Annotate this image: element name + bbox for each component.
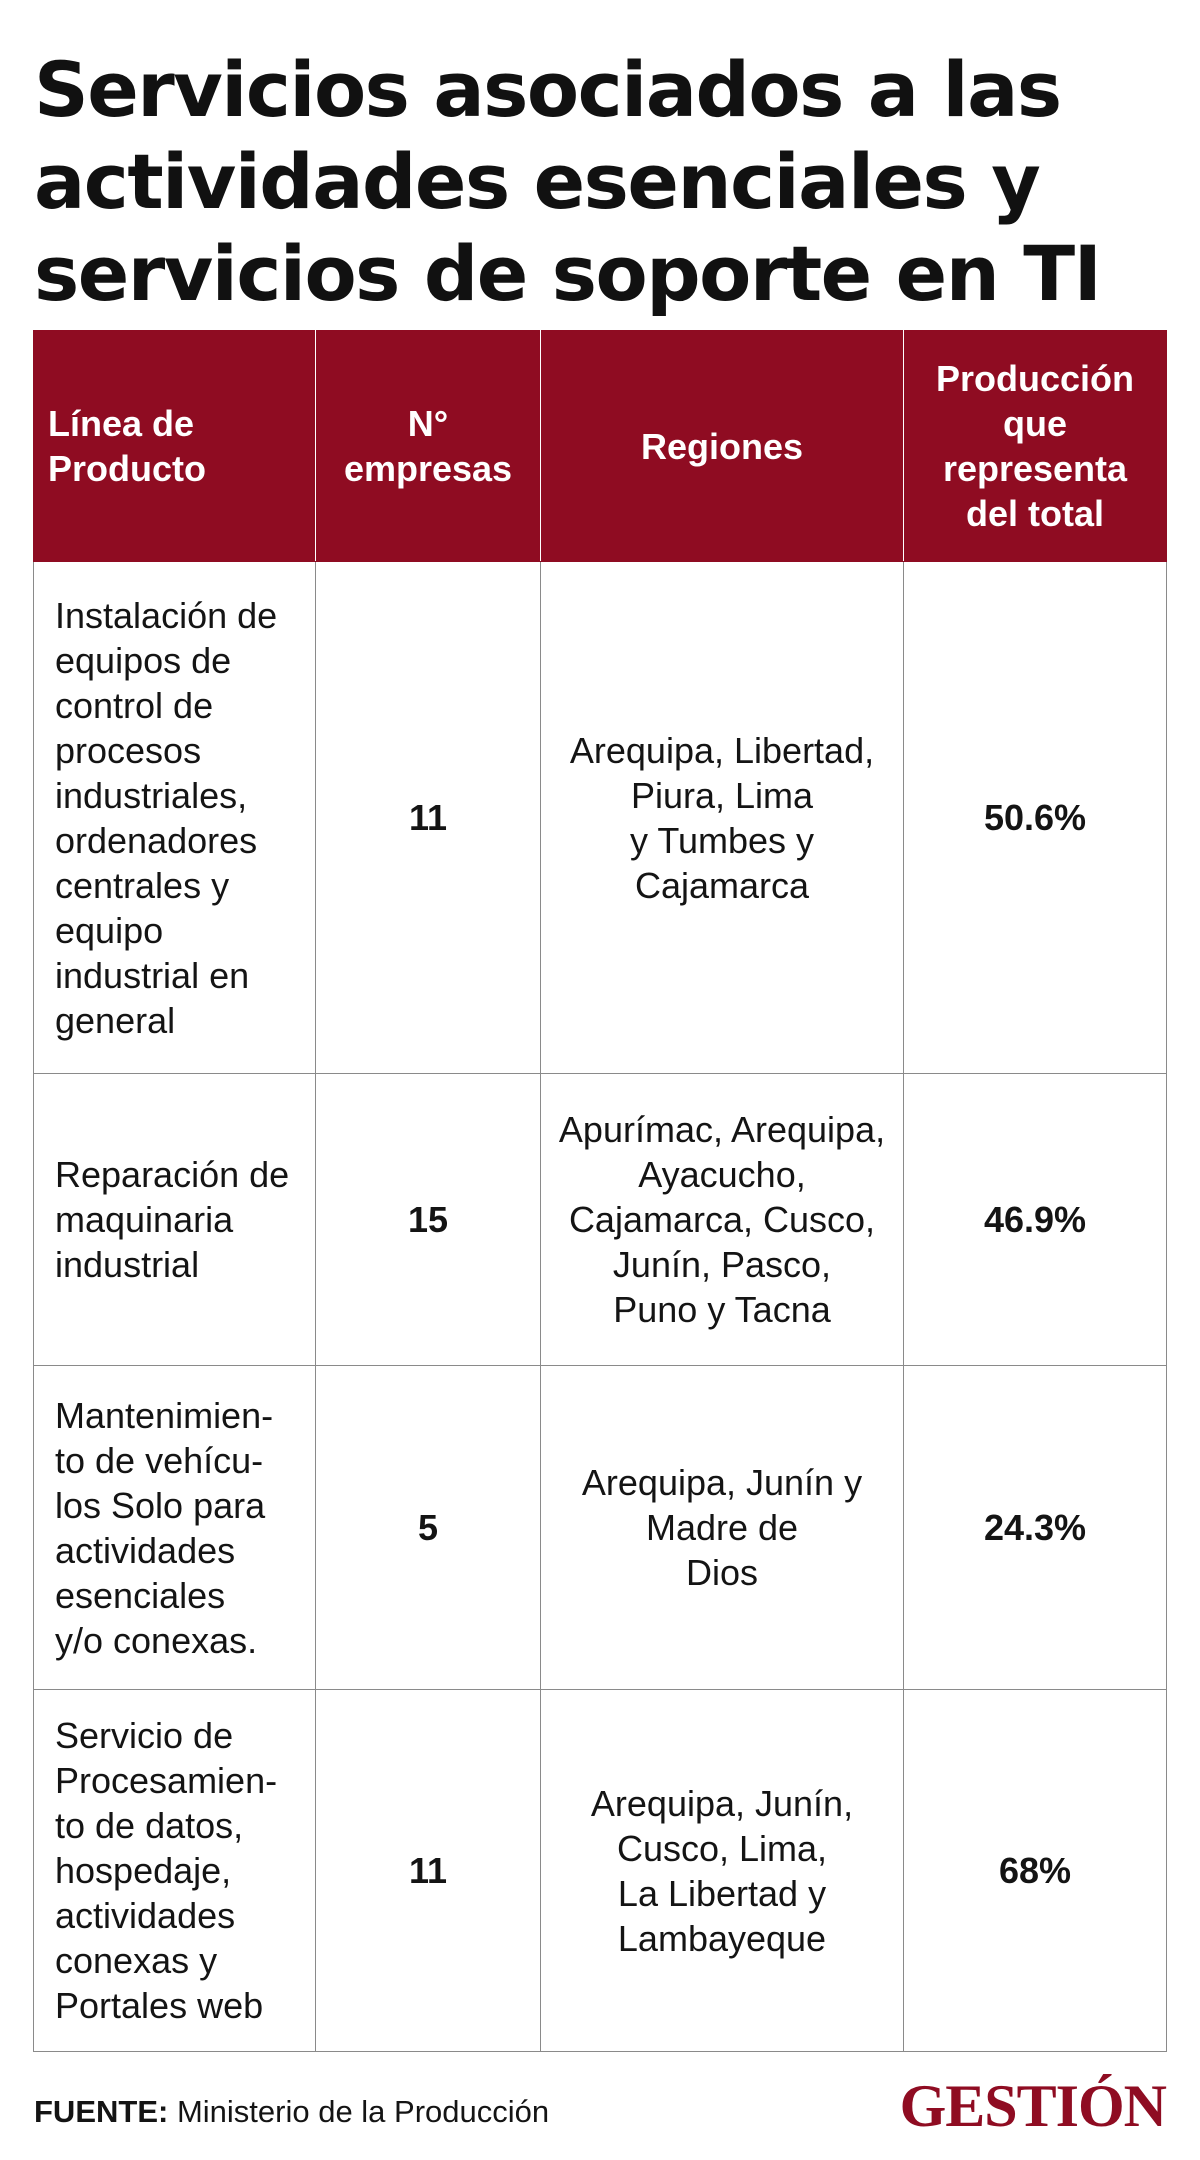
page-title [34, 44, 1174, 320]
header-regions: Regiones [541, 331, 904, 562]
cell-companies: 5 [316, 1366, 541, 1690]
cell-share: 68% [904, 1690, 1167, 2052]
cell-product-line: Reparación de maquinaria industrial [34, 1074, 316, 1366]
services-table [33, 330, 1167, 2052]
title-line: actividades esenciales y [34, 137, 1040, 226]
cell-companies: 15 [316, 1074, 541, 1366]
table-row [34, 562, 1167, 1074]
cell-regions: Arequipa, Junín y Madre de Dios [541, 1366, 904, 1690]
cell-share: 24.3% [904, 1366, 1167, 1690]
source-note [34, 2092, 549, 2132]
cell-share: 50.6% [904, 562, 1167, 1074]
header-share: Producción que representa del total [904, 331, 1167, 562]
cell-share: 46.9% [904, 1074, 1167, 1366]
cell-regions: Arequipa, Junín, Cusco, Lima, La Libertad y Lambayeque [541, 1690, 904, 2052]
cell-product-line: Mantenimien- to de vehícu- los Solo para actividades esenciales y/o conexas. [34, 1366, 316, 1690]
cell-product-line: Instalación de equipos de control de procesos industriales, ordenadores centrales y equipo industrial en general [34, 562, 316, 1074]
table-row [34, 1366, 1167, 1690]
source-label: FUENTE: [34, 2094, 169, 2129]
header-product-line: Línea de Producto [34, 331, 316, 562]
cell-product-line: Servicio de Procesamien- to de datos, hospedaje, actividades conexas y Portales web [34, 1690, 316, 2052]
cell-regions: Arequipa, Libertad, Piura, Lima y Tumbes y Cajamarca [541, 562, 904, 1074]
cell-regions: Apurímac, Arequipa, Ayacucho, Cajamarca, Cusco, Junín, Pasco, Puno y Tacna [541, 1074, 904, 1366]
gestion-logo: GESTIÓN [899, 2073, 1166, 2139]
cell-companies: 11 [316, 1690, 541, 2052]
cell-companies: 11 [316, 562, 541, 1074]
table-row [34, 1690, 1167, 2052]
table-header-row [34, 331, 1167, 562]
table-row [34, 1074, 1167, 1366]
source-value: Ministerio de la Producción [168, 2094, 550, 2129]
title-line: servicios de soporte en TI [34, 229, 1101, 318]
header-companies: N° empresas [316, 331, 541, 562]
title-line: Servicios asociados a las [34, 45, 1061, 134]
